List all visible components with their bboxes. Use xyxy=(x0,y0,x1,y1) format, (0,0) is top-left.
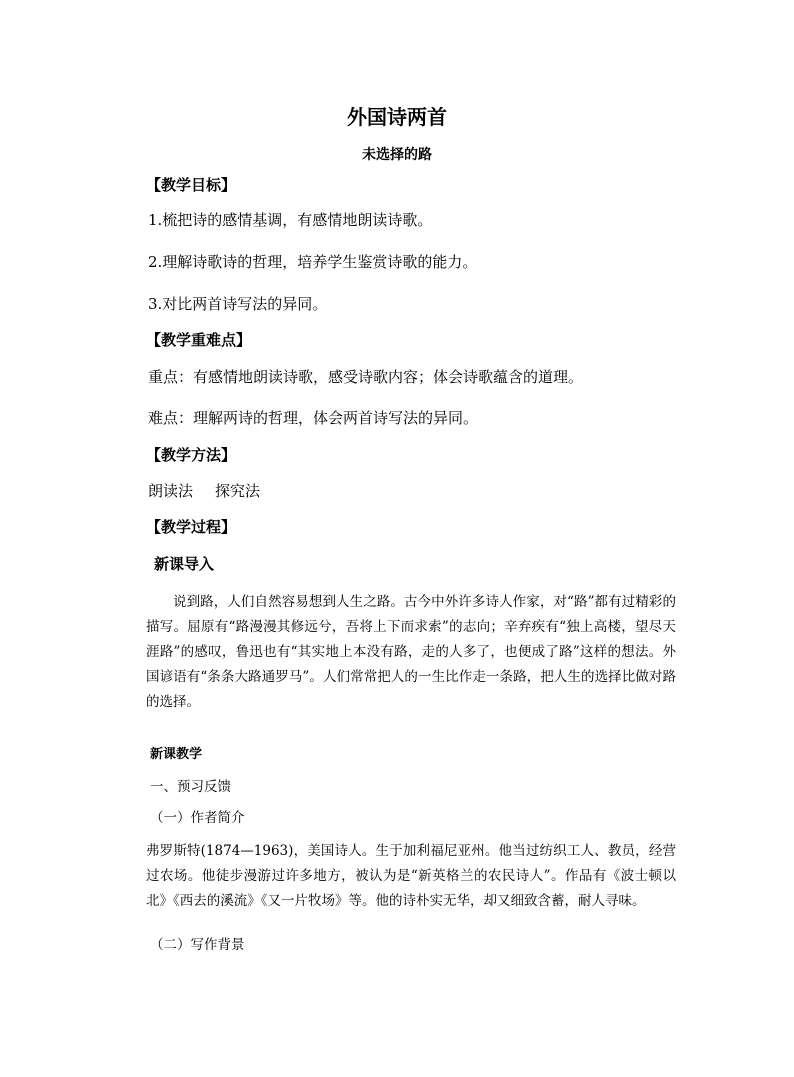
document-subtitle: 未选择的路 xyxy=(362,147,432,163)
objective-item-3: 3.对比两首诗写法的异同。 xyxy=(148,295,328,313)
sub-heading-background: （二）写作背景 xyxy=(150,937,245,953)
sub-heading-author: （一）作者简介 xyxy=(150,810,245,826)
methods-heading: 【教学方法】 xyxy=(146,446,237,464)
objective-item-2: 2.理解诗歌诗的哲理，培养学生鉴赏诗歌的能力。 xyxy=(148,253,478,271)
author-paragraph: 弗罗斯特(1874—1963)，美国诗人。生于加利福尼亚州。他当过纺织工人、教员，经营过农场。他徒步漫游过许多地方，被认为是“新英格兰的农民诗人”。作品有《波士顿以北》《西去的溪流》《又一片牧场》等。他的诗朴实无华，却又细致含蓄，耐人寻味。 xyxy=(146,843,676,909)
method-item: 探究法 xyxy=(215,482,261,500)
objective-item-1: 1.梳把诗的感情基调，有感情地朗读诗歌。 xyxy=(148,211,433,229)
process-heading: 【教学过程】 xyxy=(146,518,237,536)
intro-heading: 新课导入 xyxy=(154,555,215,573)
objectives-heading: 【教学目标】 xyxy=(146,176,237,194)
key-points-heading: 【教学重难点】 xyxy=(146,331,252,349)
document-title: 外国诗两首 xyxy=(347,105,447,129)
intro-paragraph: 说到路，人们自然容易想到人生之路。古今中外许多诗人作家，对“路”都有过精彩的描写。屈原有“路漫漫其修远兮，吾将上下而求索”的志向；辛弃疾有“独上高楼，望尽天涯路”的感叹，鲁迅也有“其实地上本没有路，走的人多了，也便成了路”这样的想法。外国谚语有“条条大路通罗马”。人们常常把人的一生比作走一条路，把人生的选择比做对路的选择。 xyxy=(146,594,676,710)
key-point-text: 重点：有感情地朗读诗歌，感受诗歌内容；体会诗歌蕴含的道理。 xyxy=(148,368,584,386)
method-item: 朗读法 xyxy=(148,482,194,500)
methods-list xyxy=(148,480,260,502)
teaching-heading: 新课教学 xyxy=(150,747,203,762)
part-one-heading: 一、预习反馈 xyxy=(150,779,231,795)
difficult-point-text: 难点：理解两诗的哲理，体会两首诗写法的异同。 xyxy=(148,409,479,427)
